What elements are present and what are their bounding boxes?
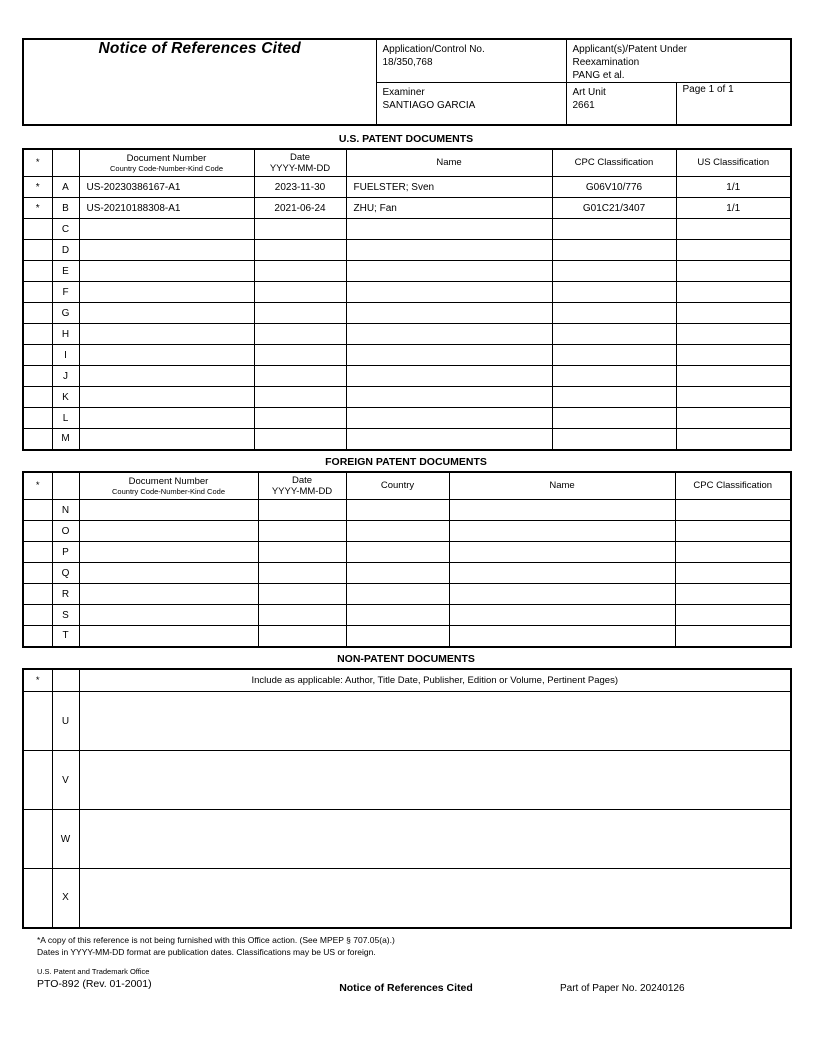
non-patent-row-v <box>23 751 791 810</box>
row-letter: U <box>52 692 79 751</box>
document-number: US-20230386167-A1 <box>79 177 254 198</box>
row-letter: T <box>52 626 79 647</box>
us-patent-row-h <box>23 324 791 345</box>
art-unit-label: Art Unit <box>572 87 606 98</box>
us-patent-row-k <box>23 387 791 408</box>
cpc-classification: G06V10/776 <box>552 177 676 198</box>
applicant-label: Applicant(s)/Patent Under Reexamination <box>572 44 688 68</box>
non-patent-citation <box>79 692 791 751</box>
row-letter: H <box>52 324 79 345</box>
us-patent-row-c <box>23 219 791 240</box>
non-patent-instruction: Include as applicable: Author, Title Date, Publisher, Edition or Volume, Pertinent Pages) <box>79 669 791 692</box>
footer-office-name: U.S. Patent and Trademark Office <box>37 966 150 976</box>
star-column-header: * <box>23 149 52 177</box>
date-header-line2: YYYY-MM-DD <box>269 162 331 174</box>
row-letter: L <box>52 408 79 429</box>
row-letter: R <box>52 584 79 605</box>
row-letter: G <box>52 303 79 324</box>
us-classification-header: US Classification <box>676 149 791 177</box>
non-patent-row-x <box>23 869 791 928</box>
foreign-patent-row-t <box>23 626 791 647</box>
us-classification: 1/1 <box>676 177 791 198</box>
non-patent-documents-table <box>22 668 792 929</box>
row-letter: K <box>52 387 79 408</box>
row-letter: F <box>52 282 79 303</box>
us-patent-row-j <box>23 366 791 387</box>
row-letter: N <box>52 500 79 521</box>
document-number-header-line2: Country Code-Number-Kind Code <box>110 163 223 173</box>
form-title-cell <box>23 39 376 125</box>
cpc-classification-header: CPC Classification <box>552 149 676 177</box>
row-letter: S <box>52 605 79 626</box>
us-patent-row-i <box>23 345 791 366</box>
row-letter: D <box>52 240 79 261</box>
applicant-cell <box>566 39 791 83</box>
us-patent-documents-table <box>22 148 792 451</box>
us-patent-row-m <box>23 429 791 450</box>
page-number: Page 1 of 1 <box>682 84 734 95</box>
footnotes <box>37 934 790 958</box>
application-number-cell <box>376 39 566 83</box>
form-footer <box>22 967 790 997</box>
us-patent-row-d <box>23 240 791 261</box>
row-letter: J <box>52 366 79 387</box>
us-patent-row-l <box>23 408 791 429</box>
foreign-patent-section-title: FOREIGN PATENT DOCUMENTS <box>325 455 487 468</box>
foreign-patent-row-s <box>23 605 791 626</box>
row-letter: B <box>52 198 79 219</box>
date-header-line2: YYYY-MM-DD <box>271 485 333 497</box>
date-header-line1: Date <box>289 151 311 163</box>
foreign-patent-row-o <box>23 521 791 542</box>
date-header-line1: Date <box>291 474 313 486</box>
document-number: US-20210188308-A1 <box>79 198 254 219</box>
examiner-value: SANTIAGO GARCIA <box>382 100 476 111</box>
non-patent-section-title: NON-PATENT DOCUMENTS <box>337 652 475 665</box>
document-number-header <box>79 149 254 177</box>
document-date: 2023-11-30 <box>254 177 346 198</box>
document-number-header-line2: Country Code-Number-Kind Code <box>112 486 225 496</box>
document-number-header-line1: Document Number <box>128 475 209 487</box>
form-title: Notice of References Cited <box>98 40 301 57</box>
cpc-classification-header: CPC Classification <box>675 472 791 500</box>
footer-document-title: Notice of References Cited <box>339 981 473 994</box>
non-patent-row-u <box>23 692 791 751</box>
us-patent-row-g <box>23 303 791 324</box>
letter-column-header <box>52 669 79 692</box>
us-patent-section-title: U.S. PATENT DOCUMENTS <box>338 132 474 145</box>
document-date: 2021-06-24 <box>254 198 346 219</box>
row-letter: X <box>52 869 79 928</box>
us-patent-row-e <box>23 261 791 282</box>
examiner-cell <box>376 83 566 125</box>
non-patent-citation <box>79 751 791 810</box>
row-letter: A <box>52 177 79 198</box>
applicant-value: PANG et al. <box>572 70 625 81</box>
document-number-header <box>79 472 258 500</box>
row-letter: C <box>52 219 79 240</box>
us-patent-row-b <box>23 198 791 219</box>
row-letter: E <box>52 261 79 282</box>
cpc-classification: G01C21/3407 <box>552 198 676 219</box>
form-header-table <box>22 38 792 126</box>
footnote-copy-reference: *A copy of this reference is not being furnished with this Office action. (See MPEP § 707.05(a).) <box>37 934 395 945</box>
star-column-header: * <box>23 472 52 500</box>
row-letter: P <box>52 542 79 563</box>
foreign-patent-row-p <box>23 542 791 563</box>
foreign-table-header-row <box>23 472 791 500</box>
us-patent-row-f <box>23 282 791 303</box>
examiner-label: Examiner <box>382 87 425 98</box>
footnote-dates-format: Dates in YYYY-MM-DD format are publication dates. Classifications may be US or foreign. <box>37 946 376 957</box>
us-classification: 1/1 <box>676 198 791 219</box>
art-unit-cell <box>566 83 676 125</box>
row-letter: O <box>52 521 79 542</box>
inventor-name: FUELSTER; Sven <box>346 177 552 198</box>
date-header <box>258 472 346 500</box>
art-unit-value: 2661 <box>572 100 595 111</box>
inventor-name: ZHU; Fan <box>346 198 552 219</box>
non-patent-citation <box>79 810 791 869</box>
row-letter: V <box>52 751 79 810</box>
row-letter: W <box>52 810 79 869</box>
footer-form-number: PTO-892 (Rev. 01-2001) <box>37 977 152 990</box>
application-number-label: Application/Control No. <box>382 44 485 55</box>
foreign-patent-row-n <box>23 500 791 521</box>
letter-column-header <box>52 472 79 500</box>
us-patent-row-a <box>23 177 791 198</box>
foreign-patent-row-q <box>23 563 791 584</box>
non-patent-citation <box>79 869 791 928</box>
document-number-header-line1: Document Number <box>126 152 207 164</box>
row-letter: I <box>52 345 79 366</box>
letter-column-header <box>52 149 79 177</box>
row-letter: Q <box>52 563 79 584</box>
row-letter: M <box>52 429 79 450</box>
country-header: Country <box>346 472 449 500</box>
foreign-patent-documents-table <box>22 471 792 648</box>
cited-marker: * <box>23 198 52 219</box>
non-patent-row-w <box>23 810 791 869</box>
page-number-cell <box>676 83 791 125</box>
foreign-patent-row-r <box>23 584 791 605</box>
name-header: Name <box>449 472 675 500</box>
application-number-value: 18/350,768 <box>382 57 433 68</box>
footer-paper-number: Part of Paper No. 20240126 <box>560 982 685 994</box>
date-header <box>254 149 346 177</box>
star-column-header: * <box>23 669 52 692</box>
cited-marker: * <box>23 177 52 198</box>
form-content <box>22 38 790 997</box>
us-table-header-row <box>23 149 791 177</box>
non-patent-header-row <box>23 669 791 692</box>
name-header: Name <box>346 149 552 177</box>
